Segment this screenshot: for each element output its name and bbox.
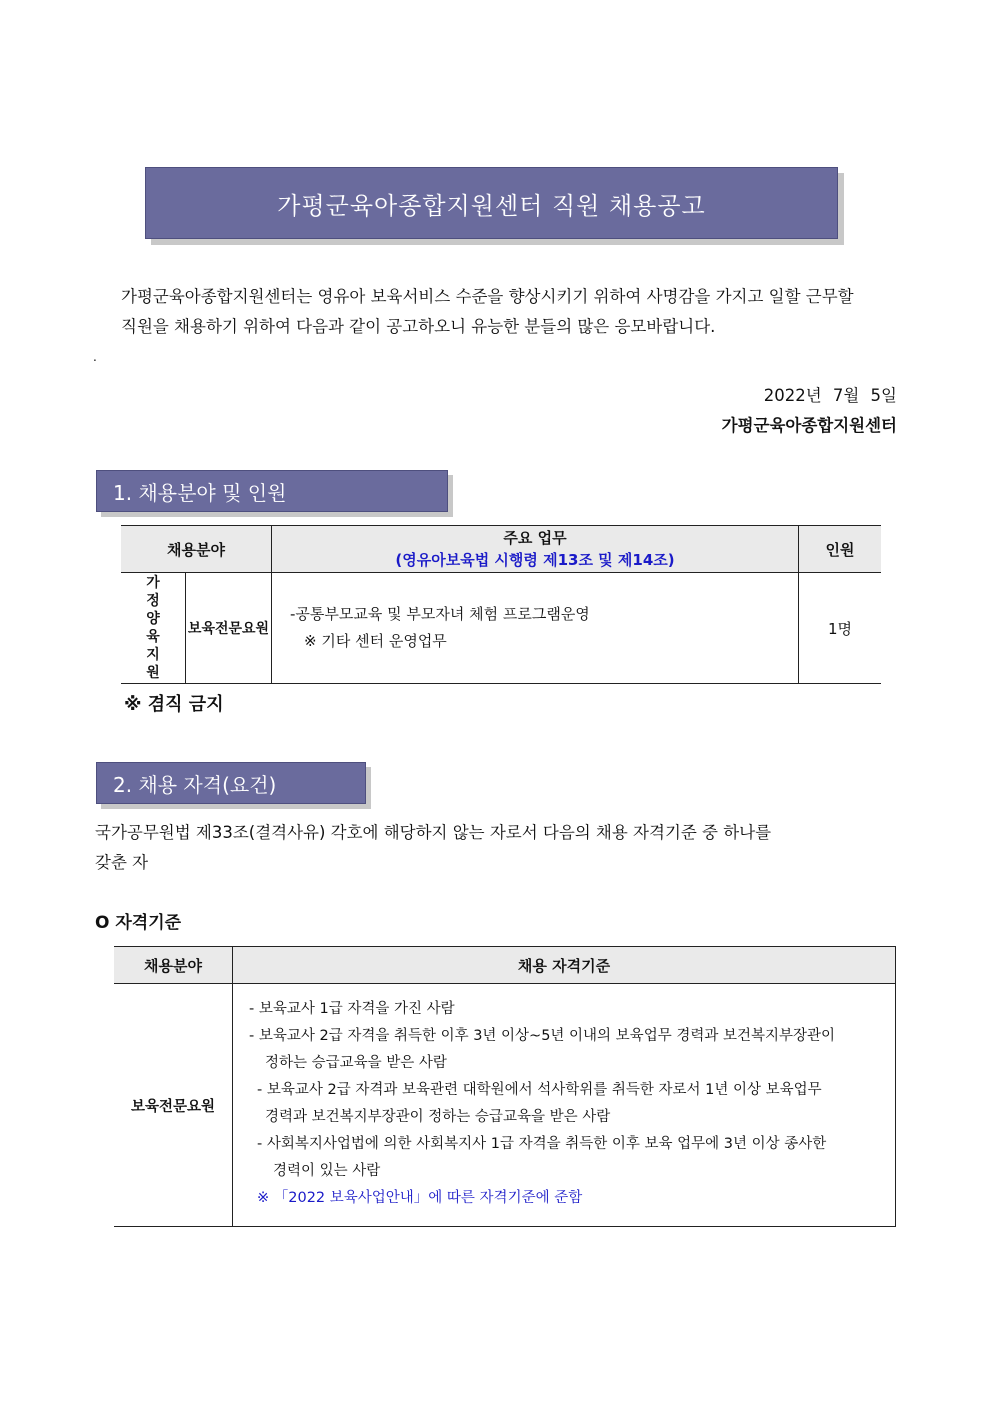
requirements-line-2: 갖춘 자 [95,853,149,872]
duty-line-1: -공통부모교육 및 부모자녀 체험 프로그램운영 [290,605,590,623]
criteria-header-field: 채용분야 [114,947,233,984]
category-char: 양 [146,611,160,627]
page-title-banner [145,167,838,239]
header-duty-title: 주요 업무 [503,529,567,547]
header-duty [272,526,799,573]
field-cell: 보육전문요원 [186,573,272,684]
positions-table [121,525,881,684]
criteria-item: - 보육교사 2급 자격과 보육관련 대학원에서 석사학위를 취득한 자로서 1년 이상 보육업무 [257,1082,822,1098]
organization-name: 가평군육아종합지원센터 [721,416,897,435]
criteria-item: - 보육교사 1급 자격을 가진 사람 [249,1001,455,1017]
criteria-item: 경력이 있는 사람 [273,1163,381,1179]
duty-line-2: ※ 기타 센터 운영업무 [304,632,447,650]
category-char: 가 [146,575,160,591]
count-cell: 1명 [799,573,882,684]
announcement-date: 2022년 7월 5일 [763,386,897,405]
header-duty-subtitle: (영유아보육법 시행령 제13조 및 제14조) [395,551,675,569]
intro-line-2: 직원을 채용하기 위하여 다음과 같이 공고하오니 유능한 분들의 많은 응모바랍니다. [121,317,716,336]
header-count: 인원 [799,526,882,573]
header-field: 채용분야 [121,526,272,573]
criteria-body-cell [233,984,896,1227]
category-char: 원 [146,665,160,681]
category-char: 정 [146,593,160,609]
page-title: 가평군육아종합지원센터 직원 채용공고 [277,191,706,220]
criteria-table [114,946,896,1227]
intro-paragraph [95,282,900,342]
no-dual-employment-notice: ※ 겸직 금지 [124,694,224,715]
section-1-heading-text: 1. 채용분야 및 인원 [113,480,287,505]
criteria-item: 경력과 보건복지부장관이 정하는 승급교육을 받은 사람 [265,1109,611,1125]
criteria-title: O 자격기준 [95,913,182,933]
intro-line-1: 가평군육아종합지원센터는 영유아 보육서비스 수준을 향상시키기 위하여 사명감을 가지고 일할 근무할 [121,287,854,306]
criteria-item: - 보육교사 2급 자격을 취득한 이후 3년 이상~5년 이내의 보육업무 경력과 보건복지부장관이 [249,1028,835,1044]
requirements-line-1: 국가공무원법 제33조(결격사유) 각호에 해당하지 않는 자로서 다음의 채용 자격기준 중 하나를 [95,823,772,842]
duty-cell [272,573,799,684]
category-char: 지 [146,647,160,663]
stray-dot: . [93,350,97,364]
criteria-field-cell: 보육전문요원 [114,984,233,1227]
category-vertical [121,573,186,684]
category-char: 육 [146,629,160,645]
section-2-heading-text: 2. 채용 자격(요건) [113,772,277,797]
section-2-heading [96,762,366,804]
criteria-item: 정하는 승급교육을 받은 사람 [265,1055,447,1071]
criteria-header-criteria: 채용 자격기준 [233,947,896,984]
criteria-item: - 사회복지사업법에 의한 사회복지사 1급 자격을 취득한 이후 보육 업무에 3년 이상 종사한 [257,1136,827,1152]
criteria-note: ※ 「2022 보육사업안내」에 따른 자격기준에 준함 [257,1190,583,1206]
section-1-heading [96,470,448,512]
requirements-paragraph [95,818,895,878]
